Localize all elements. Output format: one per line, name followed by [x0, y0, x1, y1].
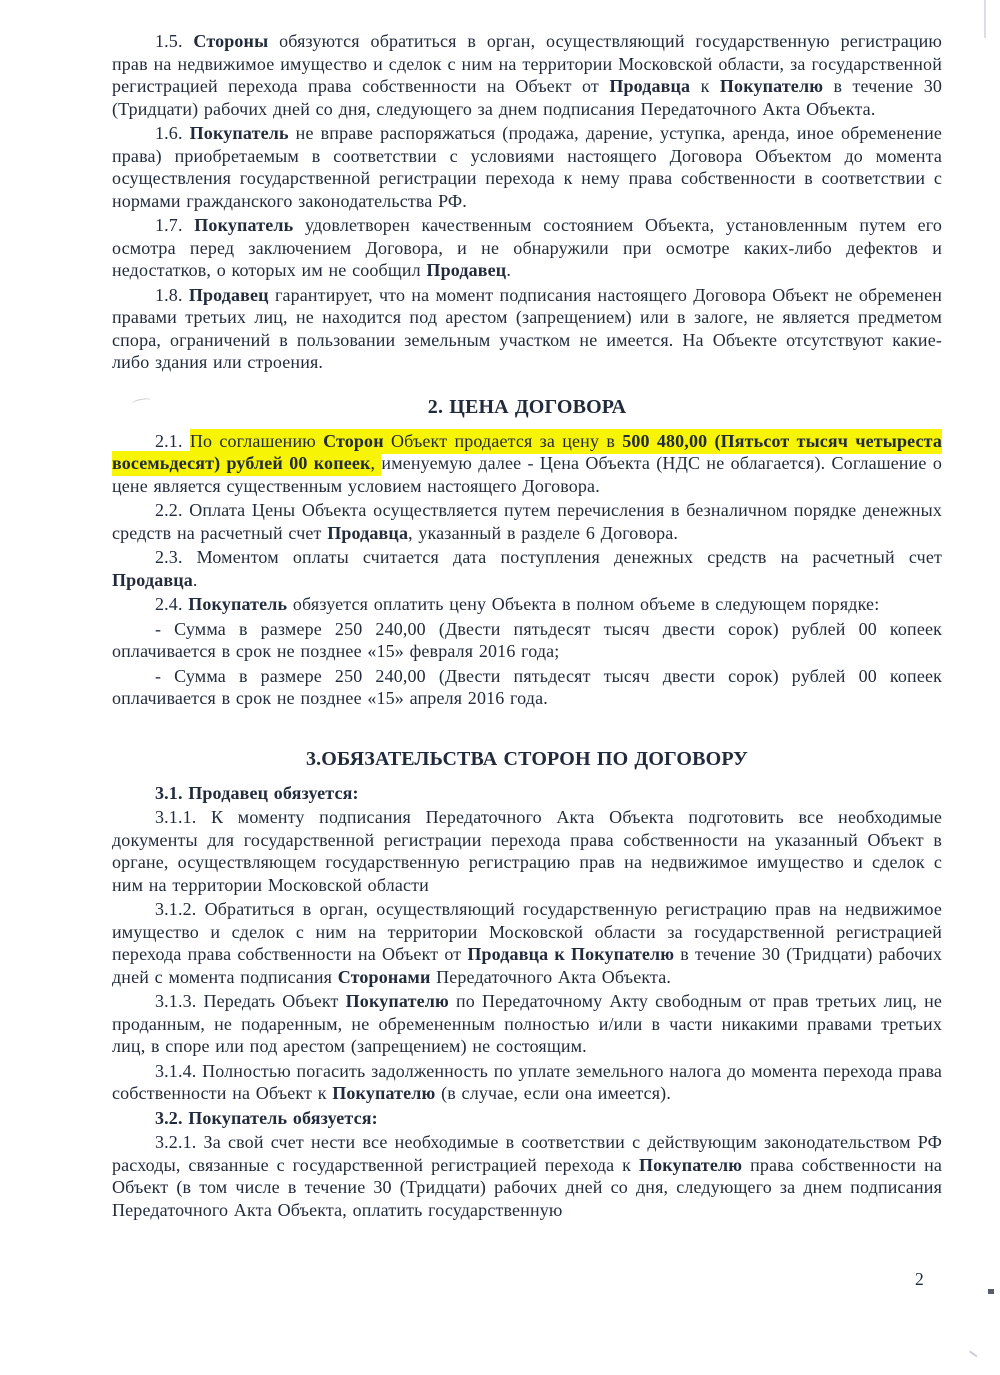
paragraph [112, 1060, 942, 1105]
highlighted-text: Сторон [323, 429, 384, 454]
text-run: 2.3. Моментом оплаты считается дата поступления денежных средств на расчетный счет [155, 547, 942, 567]
text-run: обязуются обратиться в орган, осуществляющий государственную регистрацию прав на недвижимое имущество и сделок с ним на территории Московской области, за государственной регистрацией перехода права собственности на Объект от [112, 31, 942, 96]
page-number: 2 [915, 1269, 924, 1289]
text-run: обязуется оплатить цену Объекта в полном объеме в следующем порядке: [287, 594, 880, 614]
paragraph [112, 284, 942, 374]
paragraph [112, 30, 942, 120]
text-run: Покупателю [332, 1083, 436, 1103]
section-heading: 3.ОБЯЗАТЕЛЬСТВА СТОРОН ПО ДОГОВОРУ [305, 747, 749, 770]
highlighted-text: 500 480,00 (Пятьсот тысяч четыреста восемьдесят) рублей 00 копеек [112, 429, 942, 477]
text-run: 1.8. [155, 284, 189, 305]
text-run: Продавца [609, 76, 691, 96]
text-run: 3.1.3. Передать Объект [155, 991, 346, 1011]
highlighted-text: Объект продается за цену в [384, 429, 622, 454]
paragraph [112, 665, 942, 710]
text-run: удовлетворен качественным состоянием Объекта, установленным путем его осмотра перед заключением Договора, и не обнаружили при осмотре каких-либо дефектов и недостатков, о которых им не сообщил [112, 215, 942, 280]
text-run: . [192, 569, 198, 590]
text-run: Сторонами [337, 966, 431, 987]
text-run: 2.4. [155, 594, 189, 614]
text-run: права собственности на Объект (в том числе в течение 30 (Тридцати) рабочих дней со дня, следующего за днем подписания Передаточного Акта Объекта, оплатить государственную [112, 1154, 942, 1220]
text-run: , указанный в разделе 6 Договора. [408, 522, 679, 543]
text-run: - Сумма в размере 250 240,00 (Двести пятьдесят тысяч двести сорок) рублей 00 копеек оплачивается в срок не позднее «15» февраля 2016 года; [112, 618, 942, 661]
section-heading: 2. ЦЕНА ДОГОВОРА [427, 395, 627, 418]
text-run: (в случае, если она имеется). [435, 1083, 671, 1103]
paragraph [112, 546, 942, 591]
paragraph [112, 782, 942, 805]
text-run: именуемую далее - Цена Объекта (НДС не облагается). Соглашение о цене является существенным условием настоящего Договора. [112, 453, 942, 496]
text-run: 3.1.4. Полностью погасить задолженность по уплате земельного налога до момента перехода права собственности на Объект к [112, 1060, 942, 1103]
text-run: 3.1. Продавец обязуется: [155, 782, 359, 803]
text-run: гарантирует, что на момент подписания настоящего Договора Объект не обременен правами третьих лиц, не находится под арестом (запрещением) или в залоге, не является предметом спора, ограничений в пользовании земельным участком не имеется. На Объекте отсутствуют какие-либо здания или строения. [112, 284, 942, 372]
text-run: Продавца [112, 569, 193, 590]
text-run: 3.2. Покупатель обязуется: [155, 1107, 378, 1128]
text-run: Покупатель [194, 215, 294, 235]
text-run: Стороны [193, 31, 269, 51]
text-run: 3.1.1. К моменту подписания Передаточного Акта Объекта подготовить все необходимые документы для государственной регистрации перехода права собственности на указанный Объект в органе, осуществляющем государственную регистрацию прав на недвижимое имущество и сделок с ним на территории Московской области [112, 807, 942, 895]
paragraph [112, 499, 942, 544]
text-run: Продавца [327, 522, 409, 543]
text-run: 1.5. [155, 31, 194, 51]
highlighted-text: , [371, 451, 382, 476]
text-run: Покупателю [719, 76, 824, 96]
text-run: 2.1. [155, 430, 190, 451]
scan-artifact [988, 1289, 994, 1294]
text-run: в течение 30 (Тридцати) рабочих дней с момента подписания [112, 944, 942, 987]
scan-artifact [969, 1351, 977, 1357]
text-run: Продавец [188, 284, 269, 305]
text-run: не вправе распоряжаться (продажа, дарение, уступка, аренда, иное обременение права) приобретаемым в соответствии с условиями настоящего Договора Объектом до момента осуществления государственной регистрации перехода к нему права собственности в соответствии с нормами гражданского законодательства РФ. [112, 123, 943, 211]
paragraph [112, 1131, 942, 1221]
text-run: Покупатель [188, 594, 288, 614]
scan-artifact [984, 0, 986, 38]
text-run: к [690, 76, 720, 96]
document-body [112, 30, 942, 1223]
text-run: 1.6. [155, 123, 190, 143]
paragraph [112, 214, 942, 282]
text-run: Продавец [426, 260, 507, 280]
paragraph [112, 430, 942, 498]
text-run: Передаточного Акта Объекта. [430, 966, 672, 987]
text-run: 3.2.1. За свой счет нести все необходимые в соответствии с действующим законодательством РФ расходы, связанные с государственной регистрацией перехода к [112, 1132, 942, 1175]
text-run: . [506, 260, 511, 280]
text-run: 1.7. [155, 215, 195, 235]
text-run: в течение 30 (Тридцати) рабочих дней со дня, следующего за днем подписания Передаточного Акта Объекта. [112, 76, 942, 119]
paragraph [112, 898, 942, 988]
paragraph [112, 990, 942, 1058]
paragraph [112, 593, 942, 616]
paragraph [112, 1107, 942, 1130]
text-run: - Сумма в размере 250 240,00 (Двести пятьдесят тысяч двести сорок) рублей 00 копеек оплачивается в срок не позднее «15» апреля 2016 года. [112, 665, 942, 708]
text-run: Продавца к Покупателю [467, 944, 675, 964]
paragraph [112, 806, 942, 896]
text-run: Покупателю [638, 1154, 743, 1175]
paragraph [112, 618, 942, 663]
text-run: по Передаточному Акту свободным от прав третьих лиц, не проданным, не подаренным, не обремененным полностью и/или в части никакими правами третьих лиц, в споре или под арестом (запрещением) не состоящим. [112, 991, 943, 1056]
text-run: 2.2. Оплата Цены Объекта осуществляется путем перечисления в безналичном порядке денежных средств на расчетный счет [112, 500, 942, 543]
text-run: Покупателю [345, 991, 449, 1011]
paragraph [112, 122, 942, 212]
text-run: Покупатель [189, 123, 289, 143]
highlighted-text: По соглашению [190, 429, 323, 454]
text-run: 3.1.2. Обратиться в орган, осуществляющий государственную регистрацию прав на недвижимое имущество и сделок с ним на территории Московской области за государственной регистрацией перехода права собственности на Объект от [112, 899, 942, 964]
